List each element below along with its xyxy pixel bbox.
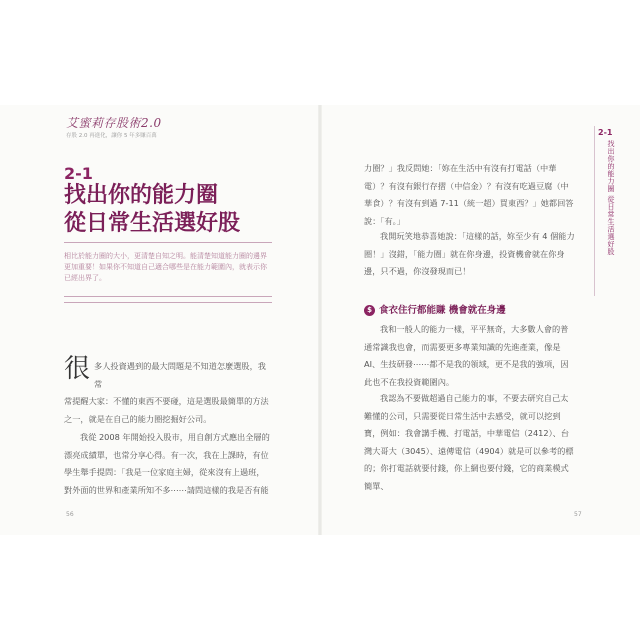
book-logo: 艾蜜莉存股術2.0 bbox=[66, 116, 162, 130]
paragraph-2: 我從 2008 年開始投入股市，用自創方式應出全層的漂亮成績單，也常分享心得。有一次，我在上課時，有位學生舉手提問：「我是一位家庭主婦，從來沒有上過班，對外面的世界和產業所知不多⋯⋯請問這樣的我是否有能 bbox=[64, 432, 270, 495]
right-paragraph-2: 我開玩笑地恭喜她說：「這樣的話，妳至少有 4 個能力圈！」沒錯，「能力圈」就在你身邊，投資機會就在你身邊，只不過，你沒發現而已！ bbox=[364, 231, 575, 276]
running-head-divider bbox=[594, 126, 595, 296]
dollar-icon: $ bbox=[364, 305, 375, 316]
paragraph-1-first-line: 多人投資遇到的最大問題是不知道怎麼選股，我常 bbox=[94, 361, 266, 389]
right-paragraph-4: 我認為不要做超過自己能力的事，不要去研究自己太難懂的公司，只需要從日常生活中去感受，就可以挖到寶，例如：我會講手機、打電話，中華電信（2412）、台灣大哥大（3045）、遠傳電信（4904）就是可以參考的標的；你打電話就要付錢，你上網也要付錢，它的商業模式簡單、 bbox=[364, 393, 574, 491]
chapter-number: 2-1 bbox=[64, 164, 93, 183]
right-paragraph-3: 我和一般人的能力一樣，平平無奇，大多數人會的普通常識我也會，而需要更多專業知識的先進產業，像是AI、生技研發⋯⋯都不是我的領域，更不是我的強項，因此也不在我投資範圍內。 bbox=[364, 324, 569, 387]
running-head-number: 2-1 bbox=[598, 128, 613, 137]
page-number-right: 57 bbox=[574, 511, 582, 518]
intro-divider bbox=[64, 296, 272, 303]
section-heading: 食衣住行都能賺 機會就在身邊 bbox=[379, 305, 506, 316]
page-number-left: 56 bbox=[66, 511, 74, 518]
right-paragraph-1: 力圈？」我反問她：「妳在生活中有沒有打電話（中華電）？有沒有銀行存摺（中信金）？有沒有吃過豆腐（中華食）？有沒有到過 7-11（統一超）買東西？」她都回答說：「有。」 bbox=[364, 163, 574, 226]
book-logo-subtitle: 存股 2.0 再進化，讓你 5 年多賺百萬 bbox=[66, 133, 157, 139]
running-head bbox=[598, 116, 632, 316]
chapter-intro: 相比於能力圈的大小，更清楚自知之明。能清楚知道能力圈的邊界更加重要！如果你不知道自己適合哪些是在能力範圍內，就表示你已經出界了。 bbox=[64, 252, 267, 282]
paragraph-1-rest: 常提醒大家：不懂的東西不要碰，這是選股最簡單的方法之一，就是在自己的能力圈挖掘好公司。 bbox=[64, 396, 269, 424]
book-gutter bbox=[318, 105, 322, 535]
drop-cap: 很 bbox=[64, 354, 91, 384]
running-head-title: 找出你的能力圈 從日常生活選好股 bbox=[607, 140, 615, 256]
chapter-title: 找出你的能力圈 從日常生活選好股 bbox=[64, 183, 241, 236]
chapter-divider bbox=[64, 242, 272, 243]
